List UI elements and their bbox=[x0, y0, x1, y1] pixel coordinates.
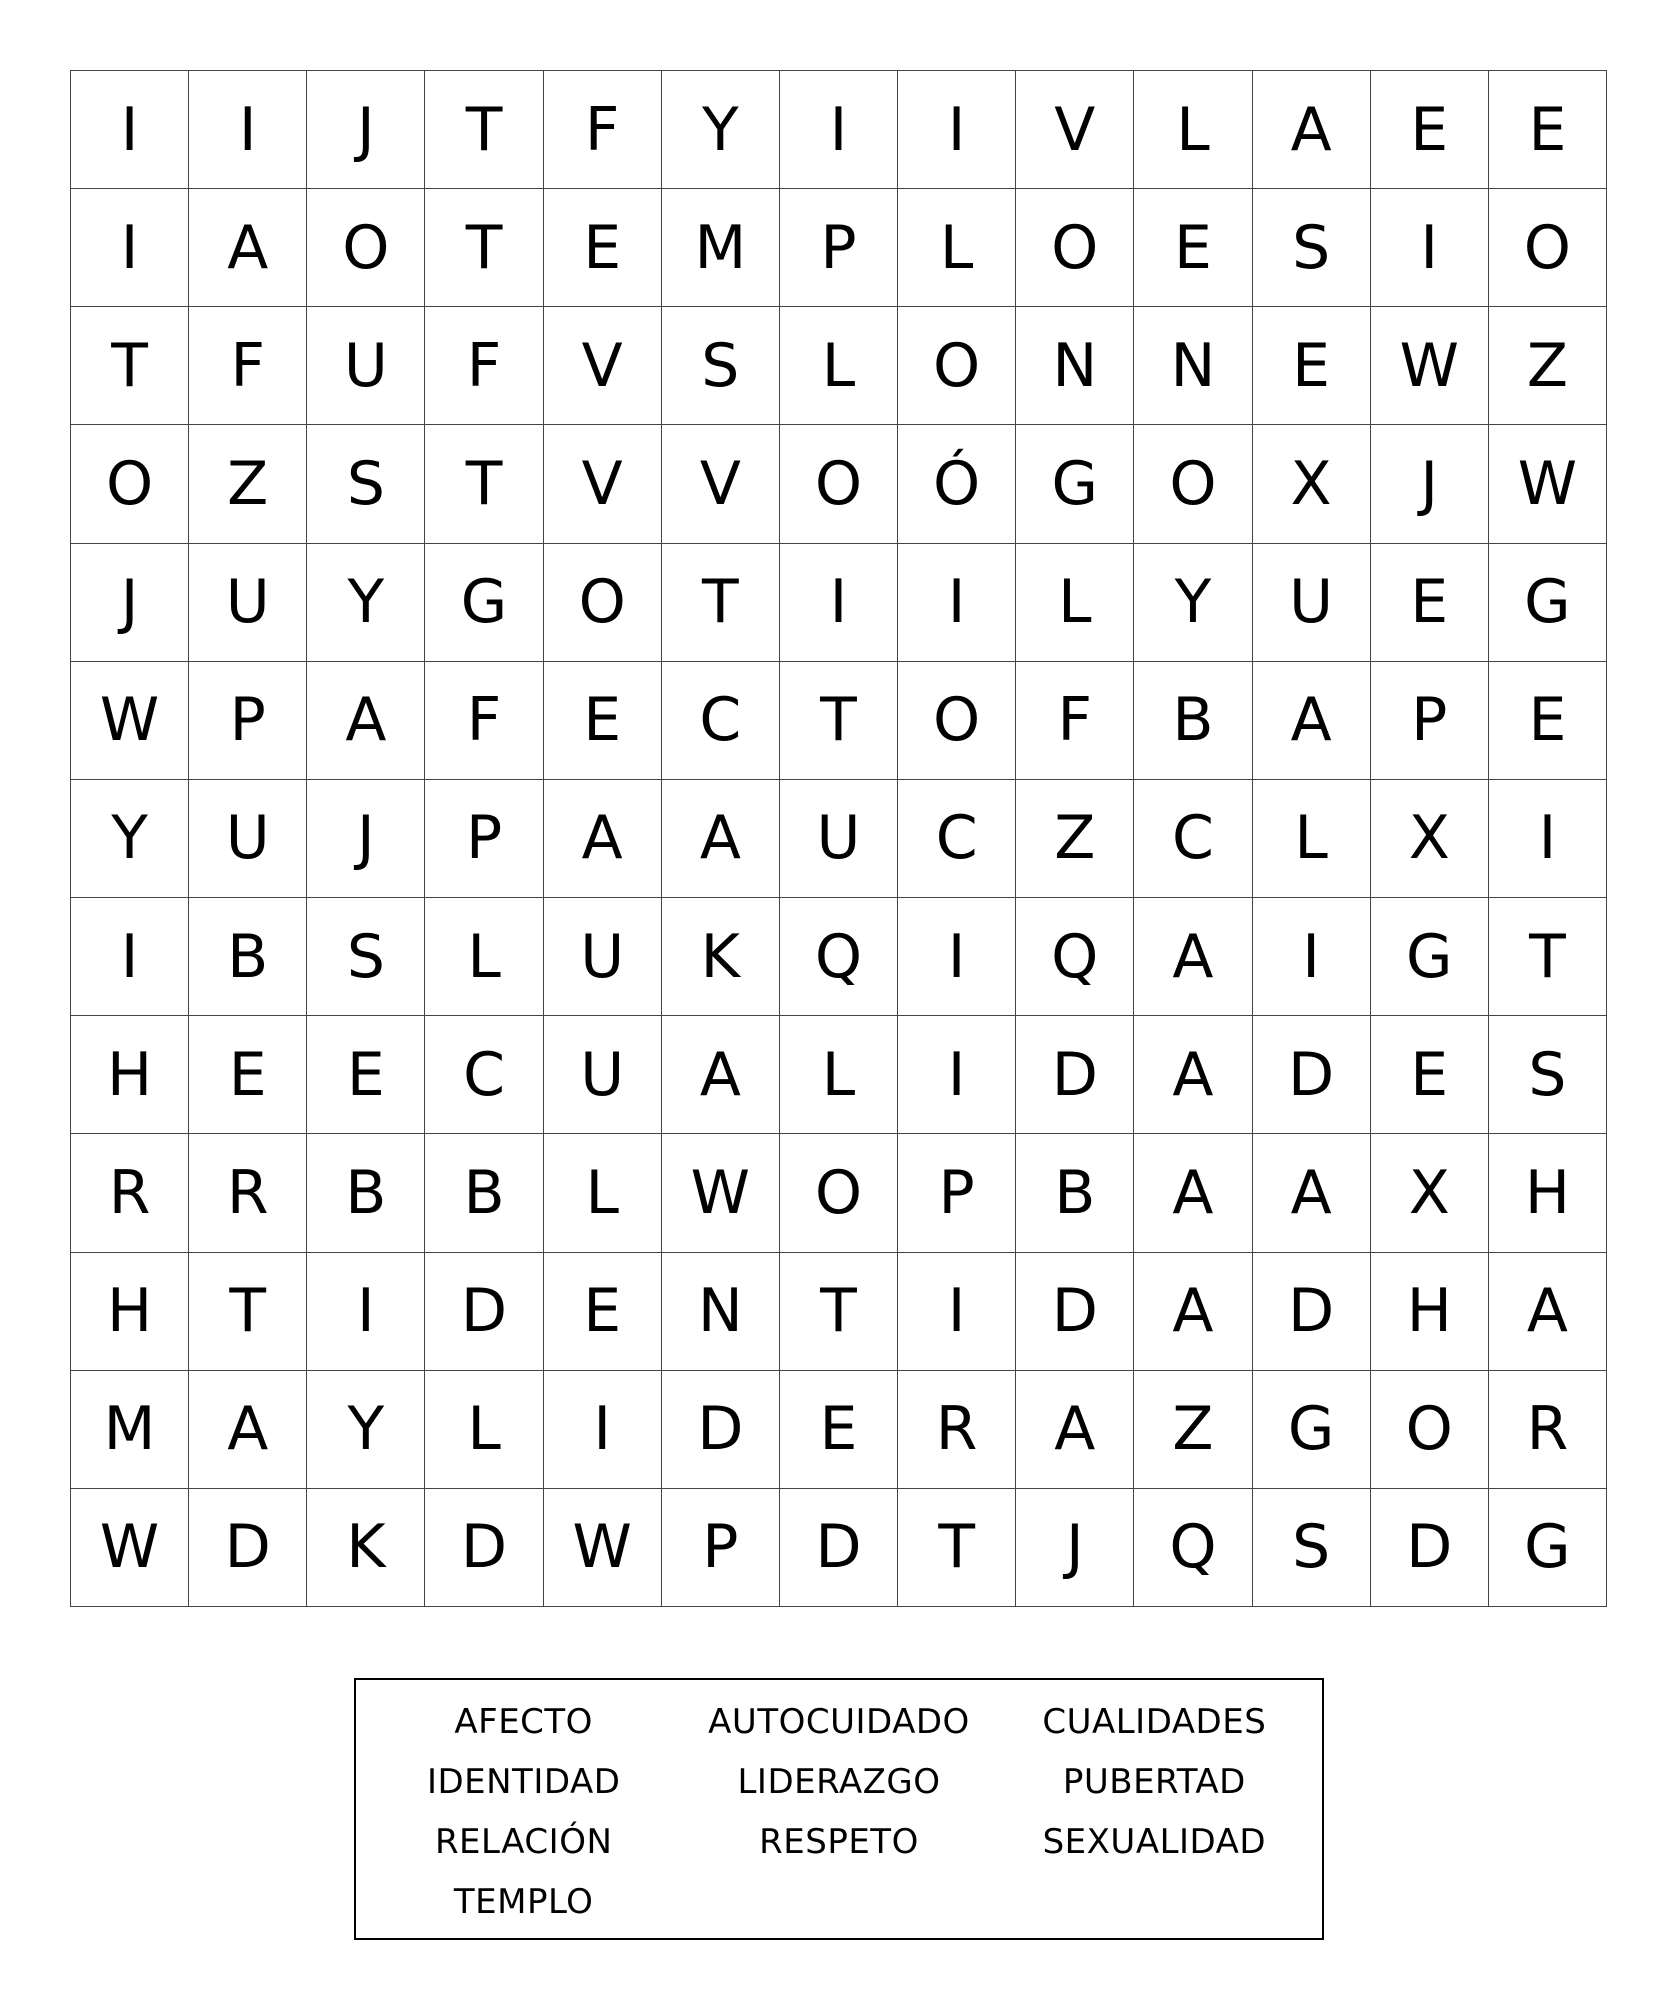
grid-cell[interactable]: U bbox=[544, 1016, 662, 1134]
grid-cell[interactable]: T bbox=[189, 1253, 307, 1371]
word-bank-item: AUTOCUIDADO bbox=[708, 1702, 970, 1742]
grid-cell[interactable]: I bbox=[898, 544, 1016, 662]
grid-cell[interactable]: X bbox=[1371, 1134, 1489, 1252]
grid-cell[interactable]: A bbox=[1489, 1253, 1607, 1371]
grid-cell[interactable]: A bbox=[1134, 1134, 1252, 1252]
letter-grid bbox=[70, 70, 1607, 1607]
grid-cell[interactable]: Z bbox=[189, 425, 307, 543]
grid-cell[interactable]: Y bbox=[307, 1371, 425, 1489]
grid-cell[interactable]: Y bbox=[307, 544, 425, 662]
grid-cell[interactable]: O bbox=[780, 425, 898, 543]
grid-cell[interactable]: U bbox=[189, 780, 307, 898]
grid-cell[interactable]: P bbox=[189, 662, 307, 780]
grid-cell[interactable]: J bbox=[307, 780, 425, 898]
grid-cell[interactable]: M bbox=[662, 189, 780, 307]
grid-cell[interactable]: I bbox=[189, 71, 307, 189]
grid-cell[interactable]: V bbox=[662, 425, 780, 543]
grid-cell[interactable]: S bbox=[1253, 189, 1371, 307]
grid-cell[interactable]: W bbox=[1371, 307, 1489, 425]
grid-cell[interactable]: T bbox=[1489, 898, 1607, 1016]
grid-cell[interactable]: I bbox=[71, 898, 189, 1016]
grid-cell[interactable]: X bbox=[1253, 425, 1371, 543]
grid-cell[interactable]: A bbox=[1134, 898, 1252, 1016]
grid-cell[interactable]: G bbox=[1371, 898, 1489, 1016]
grid-cell[interactable]: Ó bbox=[898, 425, 1016, 543]
grid-cell[interactable]: Y bbox=[71, 780, 189, 898]
grid-cell[interactable]: G bbox=[425, 544, 543, 662]
grid-cell[interactable]: B bbox=[425, 1134, 543, 1252]
grid-cell[interactable]: I bbox=[780, 71, 898, 189]
grid-cell[interactable]: H bbox=[1371, 1253, 1489, 1371]
grid-cell[interactable]: B bbox=[307, 1134, 425, 1252]
grid-cell[interactable]: I bbox=[898, 71, 1016, 189]
grid-cell[interactable]: A bbox=[189, 1371, 307, 1489]
grid-cell[interactable]: L bbox=[1134, 71, 1252, 189]
grid-cell[interactable]: C bbox=[1134, 780, 1252, 898]
grid-cell[interactable]: T bbox=[425, 71, 543, 189]
grid-cell[interactable]: L bbox=[425, 1371, 543, 1489]
grid-cell[interactable]: M bbox=[71, 1371, 189, 1489]
grid-cell[interactable]: C bbox=[425, 1016, 543, 1134]
grid-cell[interactable]: J bbox=[307, 71, 425, 189]
grid-cell[interactable]: D bbox=[1016, 1253, 1134, 1371]
grid-cell[interactable]: C bbox=[662, 662, 780, 780]
word-bank-item: RESPETO bbox=[759, 1822, 919, 1862]
grid-cell[interactable]: A bbox=[544, 780, 662, 898]
grid-cell[interactable]: N bbox=[662, 1253, 780, 1371]
grid-cell[interactable]: K bbox=[307, 1489, 425, 1607]
grid-cell[interactable]: T bbox=[780, 662, 898, 780]
grid-cell[interactable]: D bbox=[425, 1489, 543, 1607]
grid-cell[interactable]: J bbox=[1016, 1489, 1134, 1607]
grid-cell[interactable]: J bbox=[71, 544, 189, 662]
grid-cell[interactable]: O bbox=[1016, 189, 1134, 307]
grid-cell[interactable]: H bbox=[71, 1253, 189, 1371]
grid-cell[interactable]: R bbox=[189, 1134, 307, 1252]
word-bank-item: SEXUALIDAD bbox=[1042, 1822, 1267, 1862]
grid-cell[interactable]: T bbox=[898, 1489, 1016, 1607]
grid-cell[interactable]: F bbox=[189, 307, 307, 425]
grid-cell[interactable]: S bbox=[1489, 1016, 1607, 1134]
grid-cell[interactable]: O bbox=[780, 1134, 898, 1252]
grid-cell[interactable]: I bbox=[1489, 780, 1607, 898]
grid-cell[interactable]: G bbox=[1489, 1489, 1607, 1607]
grid-cell[interactable]: W bbox=[544, 1489, 662, 1607]
grid-cell[interactable]: D bbox=[1253, 1253, 1371, 1371]
grid-cell[interactable]: O bbox=[898, 307, 1016, 425]
grid-cell[interactable]: E bbox=[780, 1371, 898, 1489]
grid-cell[interactable]: E bbox=[1371, 1016, 1489, 1134]
grid-cell[interactable]: P bbox=[662, 1489, 780, 1607]
grid-cell[interactable]: W bbox=[1489, 425, 1607, 543]
grid-cell[interactable]: R bbox=[71, 1134, 189, 1252]
grid-cell[interactable]: A bbox=[662, 1016, 780, 1134]
grid-cell[interactable]: E bbox=[1371, 71, 1489, 189]
grid-cell[interactable]: N bbox=[1016, 307, 1134, 425]
grid-cell[interactable]: I bbox=[544, 1371, 662, 1489]
grid-cell[interactable]: I bbox=[1253, 898, 1371, 1016]
grid-cell[interactable]: I bbox=[898, 1016, 1016, 1134]
grid-cell[interactable]: G bbox=[1253, 1371, 1371, 1489]
grid-cell[interactable]: P bbox=[898, 1134, 1016, 1252]
grid-cell[interactable]: D bbox=[189, 1489, 307, 1607]
grid-cell[interactable]: Q bbox=[1016, 898, 1134, 1016]
grid-cell[interactable]: D bbox=[780, 1489, 898, 1607]
grid-cell[interactable]: E bbox=[1371, 544, 1489, 662]
grid-cell[interactable]: H bbox=[1489, 1134, 1607, 1252]
grid-cell[interactable]: E bbox=[544, 1253, 662, 1371]
word-bank-item: IDENTIDAD bbox=[426, 1762, 621, 1802]
grid-cell[interactable]: E bbox=[544, 662, 662, 780]
grid-cell[interactable]: Z bbox=[1016, 780, 1134, 898]
grid-cell[interactable]: E bbox=[1134, 189, 1252, 307]
grid-cell[interactable]: D bbox=[662, 1371, 780, 1489]
grid-cell[interactable]: U bbox=[780, 780, 898, 898]
grid-cell[interactable]: W bbox=[662, 1134, 780, 1252]
grid-cell[interactable]: E bbox=[189, 1016, 307, 1134]
grid-cell[interactable]: X bbox=[1371, 780, 1489, 898]
grid-cell[interactable]: O bbox=[1134, 425, 1252, 543]
grid-cell[interactable]: L bbox=[544, 1134, 662, 1252]
grid-cell[interactable]: F bbox=[425, 307, 543, 425]
grid-cell[interactable]: A bbox=[1253, 71, 1371, 189]
grid-cell[interactable]: E bbox=[544, 189, 662, 307]
grid-cell[interactable]: A bbox=[1253, 662, 1371, 780]
grid-cell[interactable]: S bbox=[662, 307, 780, 425]
grid-cell[interactable]: U bbox=[1253, 544, 1371, 662]
grid-cell[interactable]: V bbox=[544, 425, 662, 543]
word-bank-item: RELACIÓN bbox=[434, 1822, 613, 1862]
grid-cell[interactable]: L bbox=[780, 307, 898, 425]
grid-cell[interactable]: G bbox=[1489, 544, 1607, 662]
grid-cell[interactable]: I bbox=[71, 189, 189, 307]
word-bank bbox=[354, 1678, 1324, 1940]
grid-cell[interactable]: D bbox=[1016, 1016, 1134, 1134]
grid-cell[interactable]: I bbox=[898, 1253, 1016, 1371]
grid-cell[interactable]: T bbox=[780, 1253, 898, 1371]
grid-cell[interactable]: A bbox=[1134, 1016, 1252, 1134]
grid-cell[interactable]: L bbox=[780, 1016, 898, 1134]
grid-cell[interactable]: A bbox=[1253, 1134, 1371, 1252]
grid-cell[interactable]: P bbox=[425, 780, 543, 898]
word-bank-item: PUBERTAD bbox=[1062, 1762, 1246, 1802]
grid-cell[interactable]: W bbox=[71, 1489, 189, 1607]
grid-cell[interactable]: I bbox=[898, 898, 1016, 1016]
word-bank-item: CUALIDADES bbox=[1042, 1702, 1267, 1742]
grid-cell[interactable]: Q bbox=[1134, 1489, 1252, 1607]
grid-cell[interactable]: A bbox=[1134, 1253, 1252, 1371]
grid-cell[interactable]: Q bbox=[780, 898, 898, 1016]
grid-cell[interactable]: I bbox=[71, 71, 189, 189]
grid-cell[interactable]: S bbox=[307, 898, 425, 1016]
word-bank-item: TEMPLO bbox=[453, 1882, 594, 1922]
grid-cell[interactable]: U bbox=[307, 307, 425, 425]
grid-cell[interactable]: Y bbox=[662, 71, 780, 189]
grid-cell[interactable]: O bbox=[1489, 189, 1607, 307]
grid-cell[interactable]: R bbox=[898, 1371, 1016, 1489]
grid-cell[interactable]: S bbox=[307, 425, 425, 543]
word-bank-item: AFECTO bbox=[454, 1702, 593, 1742]
grid-cell[interactable]: O bbox=[544, 544, 662, 662]
grid-cell[interactable]: A bbox=[307, 662, 425, 780]
grid-cell[interactable]: A bbox=[662, 780, 780, 898]
grid-cell[interactable]: Z bbox=[1489, 307, 1607, 425]
grid-cell[interactable]: T bbox=[425, 189, 543, 307]
grid-cell[interactable]: W bbox=[71, 662, 189, 780]
grid-cell[interactable]: B bbox=[1016, 1134, 1134, 1252]
grid-cell[interactable]: O bbox=[307, 189, 425, 307]
grid-cell[interactable]: I bbox=[1371, 189, 1489, 307]
grid-cell[interactable]: U bbox=[189, 544, 307, 662]
grid-cell[interactable]: Y bbox=[1134, 544, 1252, 662]
grid-cell[interactable]: T bbox=[71, 307, 189, 425]
grid-cell[interactable]: P bbox=[1371, 662, 1489, 780]
grid-cell[interactable]: L bbox=[1253, 780, 1371, 898]
grid-cell[interactable]: B bbox=[189, 898, 307, 1016]
grid-cell[interactable]: F bbox=[1016, 662, 1134, 780]
grid-cell[interactable]: A bbox=[189, 189, 307, 307]
grid-cell[interactable]: O bbox=[898, 662, 1016, 780]
grid-cell[interactable]: P bbox=[780, 189, 898, 307]
grid-cell[interactable]: C bbox=[898, 780, 1016, 898]
grid-cell[interactable]: D bbox=[1371, 1489, 1489, 1607]
word-bank-item: LIDERAZGO bbox=[737, 1762, 941, 1802]
grid-cell[interactable]: E bbox=[307, 1016, 425, 1134]
grid-cell[interactable]: U bbox=[544, 898, 662, 1016]
grid-cell[interactable]: L bbox=[425, 898, 543, 1016]
grid-cell[interactable]: V bbox=[544, 307, 662, 425]
grid-cell[interactable]: J bbox=[1371, 425, 1489, 543]
grid-cell[interactable]: I bbox=[780, 544, 898, 662]
grid-cell[interactable]: E bbox=[1489, 662, 1607, 780]
grid-cell[interactable]: E bbox=[1489, 71, 1607, 189]
grid-cell[interactable]: R bbox=[1489, 1371, 1607, 1489]
grid-cell[interactable]: L bbox=[898, 189, 1016, 307]
grid-cell[interactable]: K bbox=[662, 898, 780, 1016]
grid-cell[interactable]: I bbox=[307, 1253, 425, 1371]
grid-cell[interactable]: L bbox=[1016, 544, 1134, 662]
grid-cell[interactable]: O bbox=[71, 425, 189, 543]
grid-cell[interactable]: N bbox=[1134, 307, 1252, 425]
grid-cell[interactable]: T bbox=[662, 544, 780, 662]
grid-cell[interactable]: Z bbox=[1134, 1371, 1252, 1489]
grid-cell[interactable]: A bbox=[1016, 1371, 1134, 1489]
grid-cell[interactable]: H bbox=[71, 1016, 189, 1134]
grid-cell[interactable]: D bbox=[1253, 1016, 1371, 1134]
grid-cell[interactable]: E bbox=[1253, 307, 1371, 425]
grid-cell[interactable]: O bbox=[1371, 1371, 1489, 1489]
grid-cell[interactable]: S bbox=[1253, 1489, 1371, 1607]
grid-cell[interactable]: G bbox=[1016, 425, 1134, 543]
grid-cell[interactable]: F bbox=[425, 662, 543, 780]
grid-cell[interactable]: B bbox=[1134, 662, 1252, 780]
grid-cell[interactable]: T bbox=[425, 425, 543, 543]
grid-cell[interactable]: F bbox=[544, 71, 662, 189]
grid-cell[interactable]: D bbox=[425, 1253, 543, 1371]
grid-cell[interactable]: V bbox=[1016, 71, 1134, 189]
